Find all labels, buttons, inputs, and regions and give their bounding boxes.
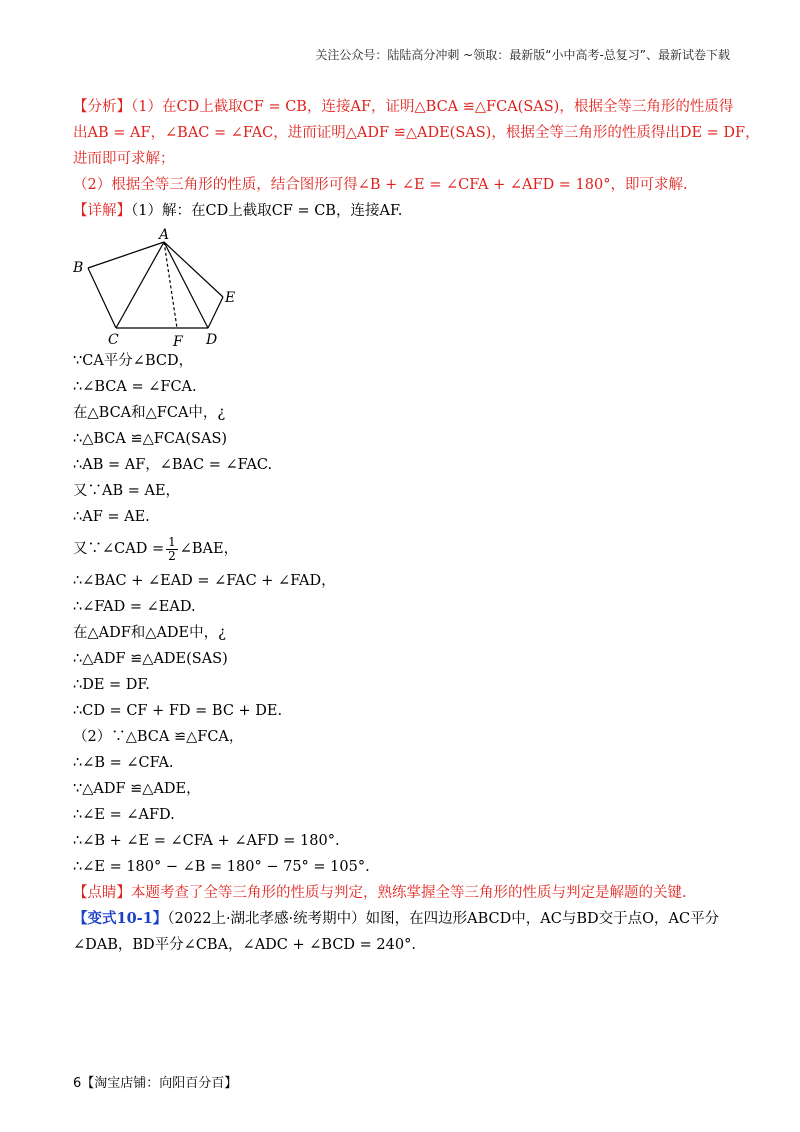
fraction-denominator: 2	[168, 548, 176, 563]
step-line: ∵CA平分∠BCD，	[73, 353, 194, 369]
step-line: ∴DE = DF.	[73, 677, 150, 693]
step-line: ∴AB = AF，∠BAC = ∠FAC.	[73, 457, 273, 473]
step-line: ∴△BCA ≌△FCA(SAS)	[73, 431, 228, 447]
fraction-numerator: 1	[168, 534, 176, 549]
step-line: ∴∠BCA = ∠FCA.	[73, 379, 197, 395]
fraction-one-half	[166, 536, 178, 563]
step-line: ∴∠BAC + ∠EAD = ∠FAC + ∠FAD，	[73, 573, 336, 589]
step-line: ∴∠E = 180° − ∠B = 180° − 75° = 105°.	[73, 859, 370, 875]
comment-line	[73, 880, 733, 906]
segment-AD	[164, 242, 208, 328]
half-angle-step	[73, 530, 733, 568]
step-line: ∴△ADF ≌△ADE(SAS)	[73, 651, 228, 667]
step-line: ∴AF = AE.	[73, 509, 150, 525]
label-B: B	[73, 260, 84, 276]
label-E: E	[225, 290, 236, 306]
comment-tag: 【点睛】	[73, 885, 131, 901]
segment-BA	[88, 242, 164, 268]
label-D: D	[206, 332, 218, 348]
analysis-line-3: 进而即可求解；	[73, 151, 175, 167]
segment-AE	[164, 242, 223, 297]
step-line: （2）∵△BCA ≌△FCA，	[73, 729, 244, 745]
label-C: C	[108, 332, 119, 348]
variant-tag: 【变式10-1】	[73, 910, 168, 927]
half-step-post: ∠BAE，	[179, 541, 239, 557]
step-line: 又∵AB = AE，	[73, 483, 181, 499]
variant-line-2: ∠DAB，BD平分∠CBA，∠ADC + ∠BCD = 240°.	[73, 937, 416, 953]
comment-text: 本题考查了全等三角形的性质与判定，熟练掌握全等三角形的性质与判定是解题的关键.	[131, 885, 687, 901]
step-line: ∴∠E = ∠AFD.	[73, 807, 175, 823]
segment-AC	[116, 242, 164, 328]
analysis-line-2: 出AB = AF，∠BAC = ∠FAC，进而证明△ADF ≌△ADE(SAS)，根据全等三角形的性质得出DE = DF，	[73, 125, 760, 141]
label-A: A	[159, 227, 170, 243]
segment-BC	[88, 268, 116, 328]
half-step-pre: 又∵∠CAD =	[73, 541, 165, 557]
pentagon-diagram	[73, 224, 273, 348]
step-line: ∴∠B = ∠CFA.	[73, 755, 174, 771]
analysis-text-1: （1）在CD上截取CF = CB，连接AF，证明△BCA ≌△FCA(SAS)，根据全等三角形的性质得	[131, 99, 734, 115]
analysis-line-4: （2）根据全等三角形的性质，结合图形可得∠B + ∠E = ∠CFA + ∠AFD = 180°，即可求解.	[73, 177, 688, 193]
step-line: ∴CD = CF + FD = BC + DE.	[73, 703, 283, 719]
analysis-line-1	[73, 94, 733, 120]
page-footer: 6【淘宝店铺：向阳百分百】	[73, 1076, 238, 1091]
variant-text-1: （2022上·湖北孝感·统考期中）如图，在四边形ABCD中，AC与BD交于点O，AC平分	[167, 911, 720, 927]
step-line: ∴∠FAD = ∠EAD.	[73, 599, 196, 615]
analysis-tag: 【分析】	[73, 99, 131, 115]
detail-tag: 【详解】	[73, 203, 131, 219]
segment-ED	[208, 297, 223, 328]
label-F: F	[173, 334, 183, 348]
page-header: 关注公众号：陆陆高分冲刺 ~领取：最新版“小中高考-总复习”、最新试卷下载	[315, 48, 730, 62]
step-line: 在△ADF和△ADE中，¿	[73, 625, 226, 641]
geometry-figure	[73, 224, 733, 348]
document-body	[73, 94, 760, 958]
step-line: ∴∠B + ∠E = ∠CFA + ∠AFD = 180°.	[73, 833, 340, 849]
variant-line-1	[73, 906, 733, 932]
step-line: ∵△ADF ≌△ADE，	[73, 781, 201, 797]
step-line: 在△BCA和△FCA中，¿	[73, 405, 226, 421]
detail-text: （1）解：在CD上截取CF = CB，连接AF.	[131, 203, 403, 219]
detail-line	[73, 198, 733, 224]
